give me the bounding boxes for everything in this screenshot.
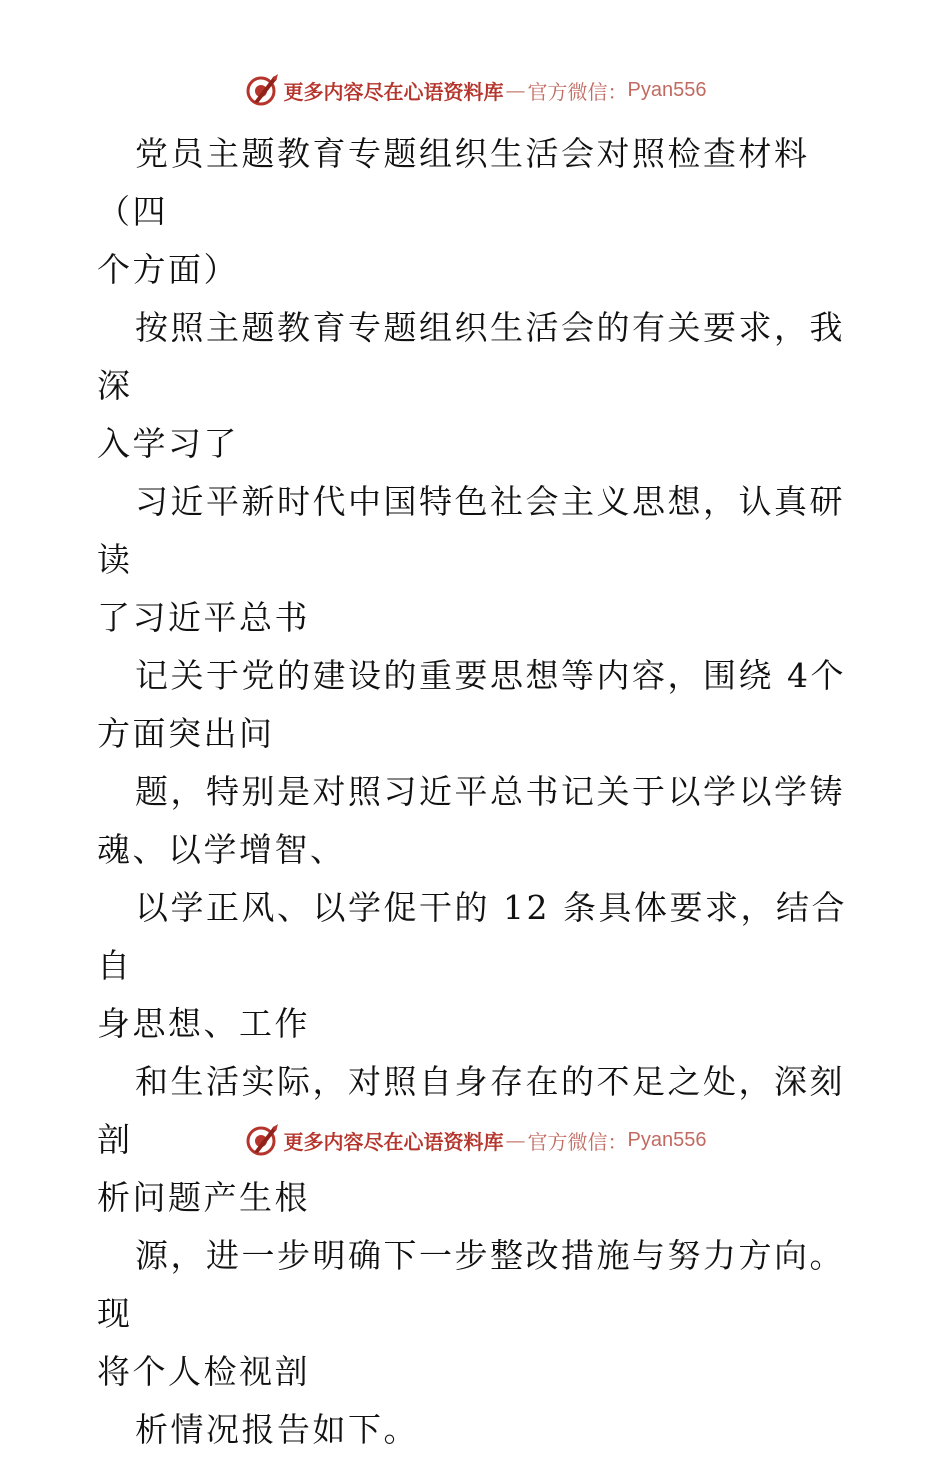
header-banner-sub-text: 官方微信：	[527, 79, 628, 104]
document-paragraph: 记关于党的建设的重要思想等内容，围绕 4个 方面突出问	[97, 656, 846, 753]
document-body	[97, 125, 857, 1459]
quill-logo-icon	[244, 1122, 280, 1158]
header-watermark-banner	[0, 70, 950, 110]
document-paragraph: 按照主题教育专题组织生活会的有关要求，我深 入学习了	[97, 308, 845, 463]
quill-logo-icon	[244, 72, 280, 108]
document-paragraph: 析情况报告如下。	[135, 1410, 419, 1449]
header-banner-separator: —	[505, 78, 526, 102]
header-banner-wechat-id: Pyan556	[627, 78, 707, 101]
document-paragraph: 题，特别是对照习近平总书记关于以学以学铸 魂、以学增智、	[97, 772, 845, 869]
footer-banner-wechat-id: Pyan556	[627, 1128, 707, 1151]
footer-watermark-banner	[0, 1120, 950, 1160]
document-paragraph: 习近平新时代中国特色社会主义思想，认真研读 了习近平总书	[97, 482, 845, 637]
document-paragraph: 以学正风、以学促干的 12 条具体要求，结合自 身思想、工作	[97, 888, 847, 1043]
document-title: 党员主题教育专题组织生活会对照检查材料（四 个方面）	[97, 134, 810, 289]
header-banner-main-text: 更多内容尽在心语资料库	[283, 79, 504, 104]
footer-banner-sub-text: 官方微信：	[527, 1129, 628, 1154]
footer-banner-separator: —	[505, 1128, 526, 1152]
document-paragraph: 和生活实际，对照自身存在的不足之处，深刻剖 析问题产生根	[97, 1062, 845, 1217]
footer-banner-main-text: 更多内容尽在心语资料库	[283, 1129, 504, 1154]
document-paragraph: 源，进一步明确下一步整改措施与努力方向。现 将个人检视剖	[97, 1236, 845, 1391]
